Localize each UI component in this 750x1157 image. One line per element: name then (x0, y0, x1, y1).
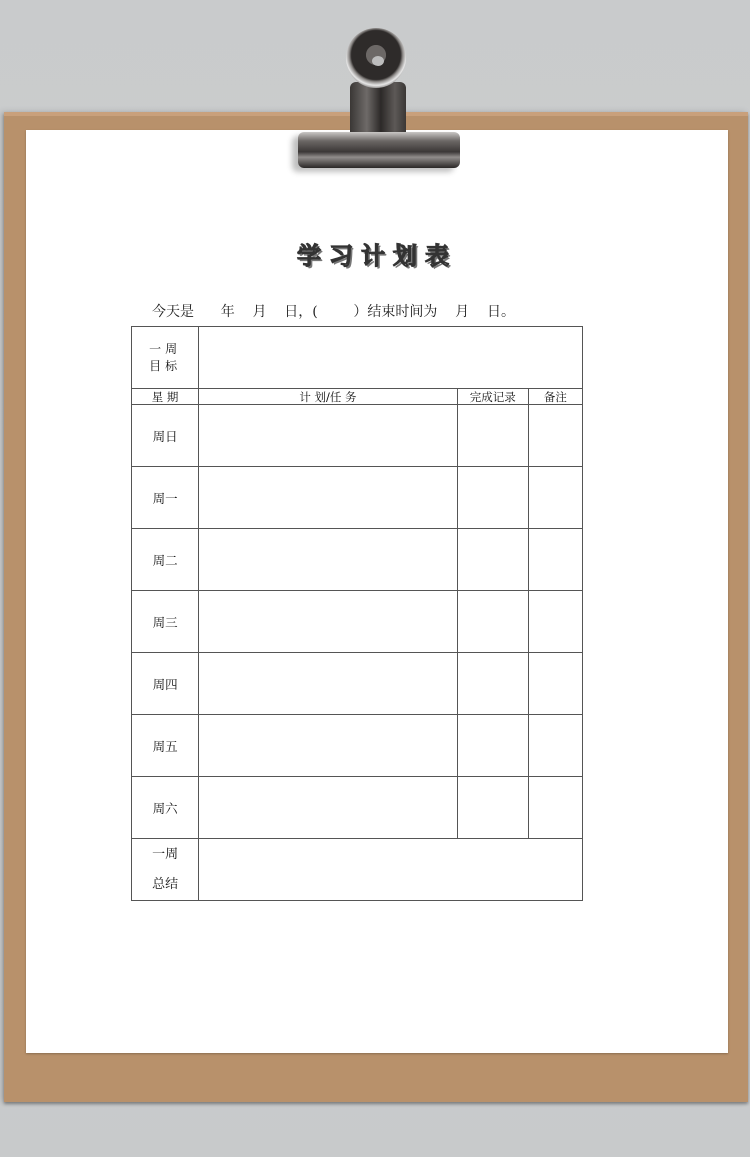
table-row (132, 777, 583, 839)
clip-hole (372, 56, 384, 66)
record-cell[interactable] (457, 467, 528, 529)
task-cell[interactable] (199, 591, 458, 653)
day-label: 周三 (132, 591, 199, 653)
page-title: 学习计划表 (297, 242, 457, 270)
summary-label-line1: 一周 (152, 846, 179, 862)
summary-row (132, 839, 583, 901)
task-cell[interactable] (199, 467, 458, 529)
day-label: 周六 (132, 777, 199, 839)
note-cell[interactable] (528, 529, 582, 591)
task-cell[interactable] (199, 529, 458, 591)
goal-label-cell (132, 327, 199, 389)
record-cell[interactable] (457, 653, 528, 715)
note-cell[interactable] (528, 653, 582, 715)
goal-row (132, 327, 583, 389)
note-cell[interactable] (528, 715, 582, 777)
header-completion-record: 完成记录 (457, 389, 528, 405)
summary-label-line2: 总结 (152, 876, 179, 892)
table-row (132, 653, 583, 715)
summary-label-cell (132, 839, 199, 901)
goal-label-line1: 一周 (149, 341, 182, 356)
table-row (132, 405, 583, 467)
record-cell[interactable] (457, 405, 528, 467)
task-cell[interactable] (199, 405, 458, 467)
task-cell[interactable] (199, 653, 458, 715)
task-cell[interactable] (199, 715, 458, 777)
table-row (132, 715, 583, 777)
table-row (132, 591, 583, 653)
table-row (132, 467, 583, 529)
task-cell[interactable] (199, 777, 458, 839)
record-cell[interactable] (457, 529, 528, 591)
record-cell[interactable] (457, 777, 528, 839)
day-label: 周日 (132, 405, 199, 467)
study-plan-table (131, 326, 583, 901)
day-label: 周五 (132, 715, 199, 777)
record-cell[interactable] (457, 715, 528, 777)
table-row (132, 529, 583, 591)
header-plan-task: 计 划/任 务 (199, 389, 458, 405)
goal-input-cell[interactable] (199, 327, 583, 389)
day-label: 周一 (132, 467, 199, 529)
goal-label-line2: 目标 (149, 358, 182, 373)
clip-bar (298, 132, 460, 168)
note-cell[interactable] (528, 591, 582, 653)
day-label: 周二 (132, 529, 199, 591)
note-cell[interactable] (528, 405, 582, 467)
table-header-row (132, 389, 583, 405)
note-cell[interactable] (528, 777, 582, 839)
summary-input-cell[interactable] (199, 839, 583, 901)
record-cell[interactable] (457, 591, 528, 653)
note-cell[interactable] (528, 467, 582, 529)
header-notes: 备注 (528, 389, 582, 405)
date-line[interactable]: 今天是 年 月 日，( ）结束时间为 月 日。 (152, 304, 515, 320)
day-label: 周四 (132, 653, 199, 715)
header-weekday: 星 期 (132, 389, 199, 405)
binder-clip-icon (296, 24, 462, 172)
